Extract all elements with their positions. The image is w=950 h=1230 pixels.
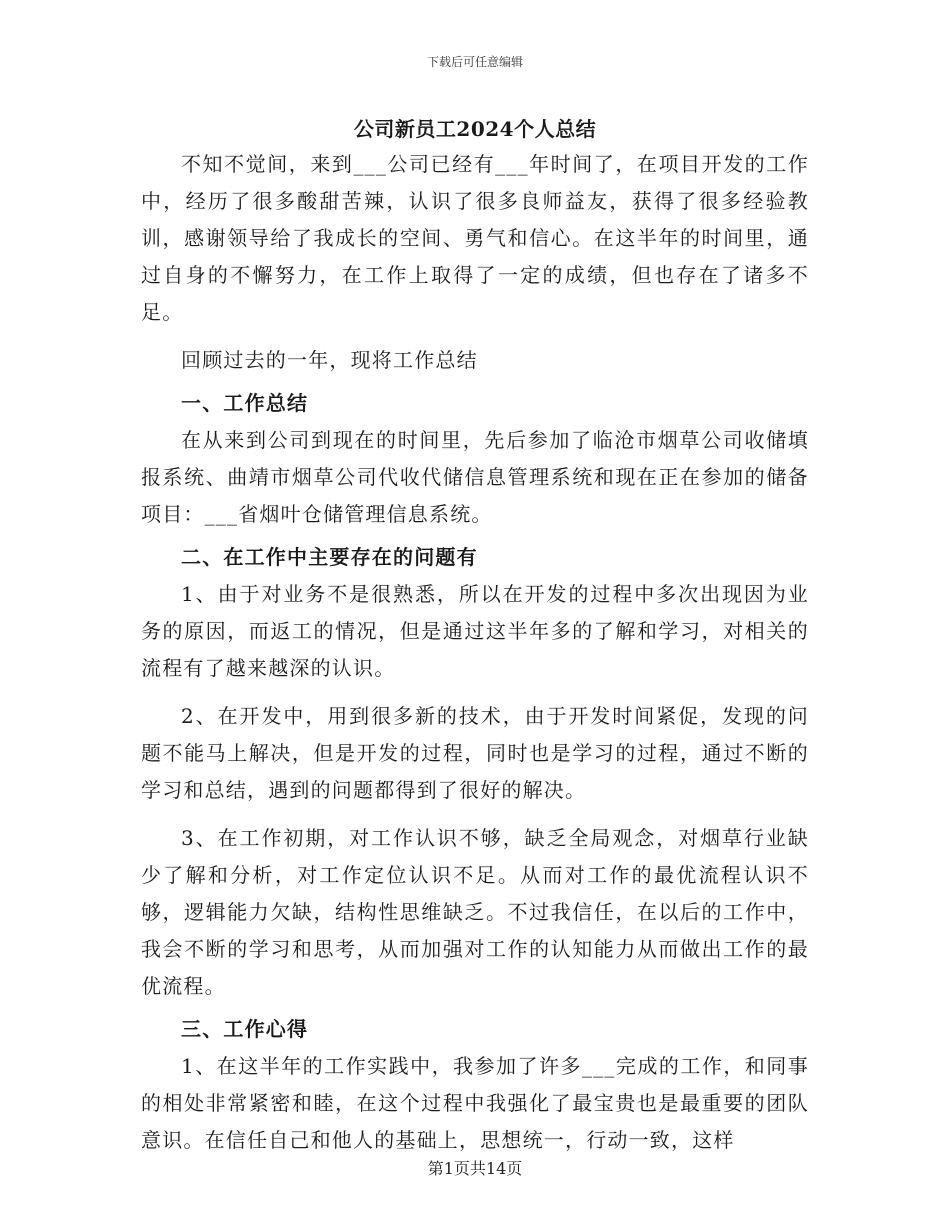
section-heading-1: 一、工作总结 bbox=[181, 391, 309, 415]
section-heading-2: 二、在工作中主要存在的问题有 bbox=[181, 545, 478, 569]
paragraph-problem-1: 1、由于对业务不是很熟悉，所以在开发的过程中多次出现因为业务的原因，而返工的情况，但是通过这半年多的了解和学习，对相关的流程有了越来越深的认识。 bbox=[141, 582, 809, 680]
document-title: 公司新员工2024个人总结 bbox=[353, 117, 597, 141]
paragraph-problem-2: 2、在开发中，用到很多新的技术，由于开发时间紧促，发现的问题不能马上解决，但是开发的过程，同时也是学习的过程，通过不断的学习和总结，遇到的问题都得到了很好的解决。 bbox=[141, 704, 809, 802]
paragraph-insight-1: 1、在这半年的工作实践中，我参加了许多___完成的工作，和同事的相处非常紧密和睦，在这个过程中我强化了最宝贵也是最重要的团队意识。在信任自己和他人的基础上，思想统一，行动一致，这样 bbox=[141, 1054, 809, 1152]
paragraph-intro: 不知不觉间，来到___公司已经有___年时间了，在项目开发的工作中，经历了很多酸甜苦辣，认识了很多良师益友，获得了很多经验教训，感谢领导给了我成长的空间、勇气和信心。在这半年的时间里，通过自身的不懈努力，在工作上取得了一定的成绩，但也存在了诸多不足。 bbox=[141, 152, 809, 324]
paragraph-work-summary: 在从来到公司到现在的时间里，先后参加了临沧市烟草公司收储填报系统、曲靖市烟草公司代收代储信息管理系统和现在正在参加的储备项目：___省烟叶仓储管理信息系统。 bbox=[141, 428, 809, 526]
header-note: 下载后可任意编辑 bbox=[426, 55, 523, 69]
section-heading-3: 三、工作心得 bbox=[181, 1017, 309, 1041]
paragraph-review: 回顾过去的一年，现将工作总结 bbox=[181, 348, 478, 372]
paragraph-problem-3: 3、在工作初期，对工作认识不够，缺乏全局观念，对烟草行业缺少了解和分析，对工作定位认识不足。从而对工作的最优流程认识不够，逻辑能力欠缺，结构性思维缺乏。不过我信任，在以后的工作中，我会不断的学习和思考，从而加强对工作的认知能力从而做出工作的最优流程。 bbox=[141, 826, 809, 998]
page-footer: 第1页共14页 bbox=[427, 1159, 523, 1178]
document-body bbox=[141, 146, 809, 1159]
